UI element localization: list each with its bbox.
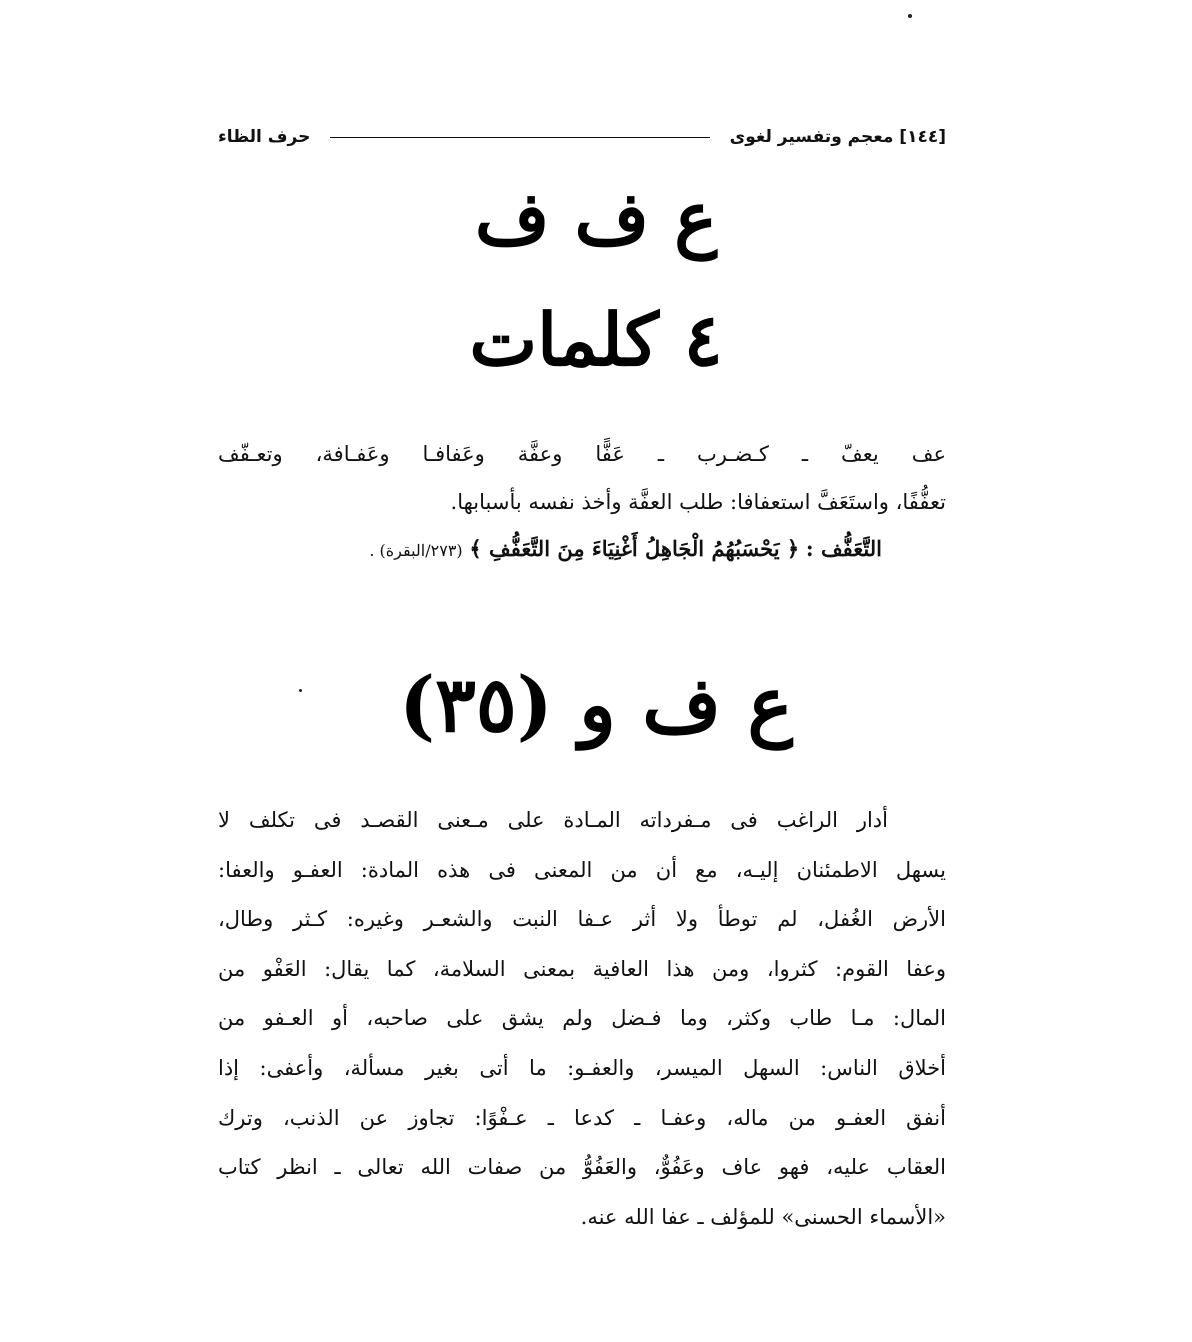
text-line: أنفق العفـو من ماله، وعفـا ـ كدعا ـ عـفْوًا: تجاوز عن الذنب، وترك <box>218 1105 946 1130</box>
text-line: «الأسماء الحسنى» للمؤلف ـ عفا الله عنه. <box>580 1204 946 1229</box>
running-header <box>218 122 946 152</box>
page-number-title: [١٤٤] معجم وتفسير لغوى <box>729 127 946 147</box>
quranic-example <box>218 524 946 574</box>
root-heading: ع ف و (٣٥) <box>399 660 793 749</box>
verse-quote: ﴿ يَحْسَبُهُمُ الْجَاهِلُ أَغْنِيَاءَ مِنَ التَّعَفُّفِ ﴾ <box>469 536 800 561</box>
text-line: العقاب عليه، فهو عاف وعَفُوٌّ، والعَفُوُّ من صفات الله تعالى ـ انظر كتاب <box>218 1155 946 1180</box>
definition-paragraph <box>218 430 946 526</box>
header-rule <box>330 137 709 138</box>
text-line: تعفُّفًا، واستَعَفَّ استعفافا: طلب العفَّة وأخذ نفسه بأسبابها. <box>450 490 946 514</box>
word-count-heading: ٤ كلمات <box>469 297 723 382</box>
text-line: أخلاق الناس: السهل الميسر، والعفـو: ما أتى بغير مسألة، وأعفى: إذا <box>218 1055 946 1080</box>
root-heading: ع ف ف <box>474 175 718 260</box>
text-line: يسهل الاطمئنان إليـه، مع أن من المعنى فى هذه المادة: العفـو والعفا: <box>218 857 946 882</box>
section-title: حرف الظاء <box>218 127 311 147</box>
text-line: عف يعفّ ـ كـضـرب ـ عَفًّا وعفَّة وعَفافـا وعَفـافة، وتعـفّف <box>218 442 946 466</box>
verse-reference: (٢٧٣/البقرة) . <box>369 541 463 560</box>
text-line: المال: مـا طاب وكثر، وما فـضل ولم يشق على صاحبه، أو العـفو من <box>218 1006 946 1031</box>
body-paragraph <box>218 796 946 1242</box>
text-line: الأرض الغُفل، لم توطأ ولا أثر عـفا النبت والشعـر وغيره: كـثر وطال، <box>218 907 946 932</box>
scan-speck <box>908 14 912 18</box>
example-term: التَّعَفُّف : <box>805 536 882 561</box>
text-line: وعفا القوم: كثروا، ومن هذا العافية بمعنى السلامة، كما يقال: العَفْو من <box>218 956 946 981</box>
text-line: أدار الراغب فى مـفرداته المـادة على مـعنى القصـد فى تكلف لا <box>218 808 888 832</box>
